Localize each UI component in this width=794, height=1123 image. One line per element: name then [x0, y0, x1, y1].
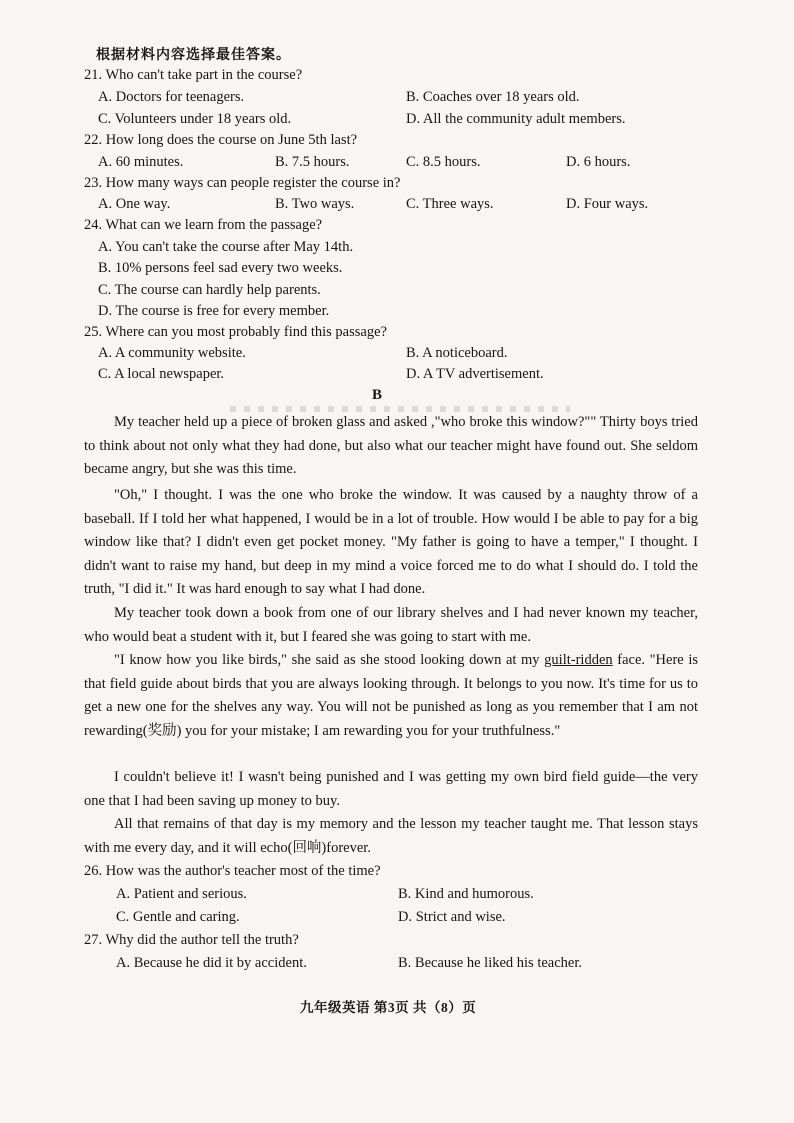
- option-25d: D. A TV advertisement.: [406, 366, 544, 382]
- option-27a: A. Because he did it by accident.: [116, 955, 307, 971]
- option-24a: A. You can't take the course after May 14th.: [98, 239, 354, 255]
- passage-paragraph-5: I couldn't believe it! I wasn't being punished and I was getting my own bird field guide—the very one that I had been saving up money to buy.: [84, 769, 698, 809]
- option-25a: A. A community website.: [98, 345, 246, 361]
- option-24c: C. The course can hardly help parents.: [98, 282, 321, 298]
- p4-text-after: face. "Here is that field guide about birds that you are always looking through. It belongs to you now. It's time for us to get a new one for the shelves any way. You will not be punished as long as you remember that I am not rewarding(奖励) you for your mistake; I am rewarding you for your truthfulness.": [84, 652, 698, 739]
- option-21d: D. All the community adult members.: [406, 111, 626, 127]
- instruction: 根据材料内容选择最佳答案。: [96, 48, 291, 63]
- option-22d: D. 6 hours.: [566, 154, 631, 170]
- passage-paragraph-6: All that remains of that day is my memory and the lesson my teacher taught me. That lesson stays with me every day, and it will echo(回响)forever.: [84, 816, 698, 856]
- option-22b: B. 7.5 hours.: [275, 154, 350, 170]
- option-25b: B. A noticeboard.: [406, 345, 508, 361]
- option-23d: D. Four ways.: [566, 196, 649, 212]
- section-label: B: [372, 387, 383, 403]
- question-22: 22. How long does the course on June 5th last?: [84, 132, 358, 148]
- question-21: 21. Who can't take part in the course?: [84, 67, 303, 83]
- page-footer: 九年级英语 第3页 共（8）页: [300, 1000, 477, 1015]
- option-23a: A. One way.: [98, 196, 171, 212]
- passage-paragraph-2: "Oh," I thought. I was the one who broke the window. It was caused by a naughty throw of a baseball. If I told her what happened, I would be in a lot of trouble. How would I be able to pay for a big window like that? I didn't even get pocket money. "My father is going to have a temper," I thought. I didn't want to raise my hand, but deep in my mind a voice forced me to do what I should do. I told the truth, "I did it." It was hard enough to say what I had done.: [84, 487, 698, 598]
- option-21b: B. Coaches over 18 years old.: [406, 89, 580, 105]
- question-24: 24. What can we learn from the passage?: [84, 217, 323, 233]
- option-21c: C. Volunteers under 18 years old.: [98, 111, 292, 127]
- passage-paragraph-3: My teacher took down a book from one of our library shelves and I had never known my teacher, who would beat a student with it, but I feared she was going to start with me.: [84, 605, 698, 645]
- passage-paragraph-4: [84, 649, 698, 743]
- option-24d: D. The course is free for every member.: [98, 303, 330, 319]
- question-27: 27. Why did the author tell the truth?: [84, 932, 299, 948]
- option-27b: B. Because he liked his teacher.: [398, 955, 583, 971]
- option-26c: C. Gentle and caring.: [116, 909, 240, 925]
- option-24b: B. 10% persons feel sad every two weeks.: [98, 260, 343, 276]
- option-26a: A. Patient and serious.: [116, 886, 247, 902]
- option-23c: C. Three ways.: [406, 196, 494, 212]
- p4-text-before: "I know how you like birds," she said as she stood looking down at my: [114, 652, 545, 668]
- option-26d: D. Strict and wise.: [398, 909, 506, 925]
- option-22a: A. 60 minutes.: [98, 154, 184, 170]
- option-23b: B. Two ways.: [275, 196, 355, 212]
- underlined-word: guilt-ridden: [544, 652, 613, 668]
- option-21a: A. Doctors for teenagers.: [98, 89, 245, 105]
- question-23: 23. How many ways can people register the course in?: [84, 175, 401, 191]
- question-25: 25. Where can you most probably find this passage?: [84, 324, 387, 340]
- question-26: 26. How was the author's teacher most of the time?: [84, 863, 381, 879]
- passage-paragraph-1: My teacher held up a piece of broken glass and asked ,"who broke this window?"" Thirty boys tried to think about not only what they had done, but also what our teacher might have found out. She seldom became angry, but she was this time.: [84, 414, 698, 478]
- option-26b: B. Kind and humorous.: [398, 886, 534, 902]
- option-22c: C. 8.5 hours.: [406, 154, 481, 170]
- option-25c: C. A local newspaper.: [98, 366, 225, 382]
